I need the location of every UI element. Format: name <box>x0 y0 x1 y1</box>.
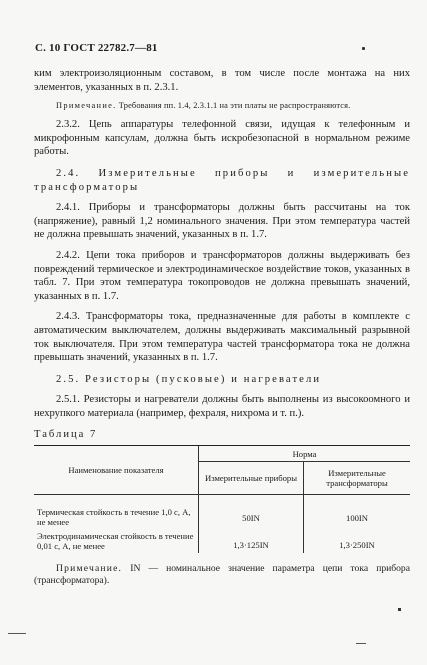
col-header-a: Измерительные приборы <box>199 462 304 495</box>
clause-2-4-1: 2.4.1. Приборы и трансформаторы должны быть рассчитаны на ток (напряжение), равный 1,2 номинального значения. При этом температура частей не должна превышать значений, указанных в п. 1.7. <box>34 202 410 241</box>
clause-2-3-2: 2.3.2. Цепь аппаратуры телефонной связи, идущая к телефонным и микрофонным капсулам, должна быть искробезопасной в нормальном режиме работы. <box>34 119 410 158</box>
row-value-a: 50IN <box>199 495 304 530</box>
col-header-group: Норма <box>199 446 411 462</box>
footnote-text: IN — номинальное значение параметра цепи тока прибора (трансформатора). <box>34 563 410 587</box>
footnote-label: Примечание. <box>56 563 123 575</box>
note-1 <box>34 100 410 111</box>
col-header-b: Измерительные трансформаторы <box>304 462 411 495</box>
stray-mark <box>398 608 401 611</box>
clause-2-5-1: 2.5.1. Резисторы и нагреватели должны быть выполнены из высокоомного и нехрупкого материала (например, фехраля, нихрома и т. п.). <box>34 394 410 419</box>
stray-mark <box>8 633 26 634</box>
stray-mark <box>356 643 366 644</box>
table-7 <box>34 445 410 553</box>
row-value-b: 100IN <box>304 495 411 530</box>
stray-mark <box>362 47 365 50</box>
table-caption: Таблица 7 <box>34 429 98 441</box>
clause-2-4-2: 2.4.2. Цепи тока приборов и трансформаторов должны выдерживать без повреждений термическое и электродинамическое воздействие токов, указанных в табл. 7. При этом температура токопроводов не должна превышать значений, указанных в п. 1.7. <box>34 249 410 302</box>
row-value-a: 1,3·125IN <box>199 529 304 553</box>
document-body <box>34 67 410 587</box>
page-header: С. 10 ГОСТ 22782.7—81 <box>35 42 158 54</box>
table-row <box>34 495 410 530</box>
col-header-name: Наименование показателя <box>34 446 199 495</box>
table-row <box>34 529 410 553</box>
clause-2-4-3: 2.4.3. Трансформаторы тока, предназначенные для работы в комплекте с автоматическим выключателем, должны выдерживать максимальный разрывной ток выключателя. При этом температура частей трансформатора тока не должна превышать значений, указанных в п. 1.7. <box>34 311 410 364</box>
paragraph-continued: ким электроизоляционным составом, в том числе после монтажа на них элементов, указанных в п. 2.3.1. <box>34 68 410 93</box>
row-name: Термическая стойкость в течение 1,0 с, А, не менее <box>37 507 191 528</box>
note-text: Требования пп. 1.4, 2.3.1.1 на эти платы не распространяются. <box>118 101 351 111</box>
table-footnote <box>34 563 410 587</box>
row-value-b: 1,3·250IN <box>304 529 411 553</box>
note-label: Примечание. <box>56 101 117 111</box>
row-name: Электродинамическая стойкость в течение 0,01 с, А, не менее <box>37 531 194 552</box>
section-heading-2-4: 2.4. Измерительные приборы и измерительные трансформаторы <box>34 167 410 193</box>
section-heading-2-5: 2.5. Резисторы (пусковые) и нагреватели <box>56 373 322 385</box>
